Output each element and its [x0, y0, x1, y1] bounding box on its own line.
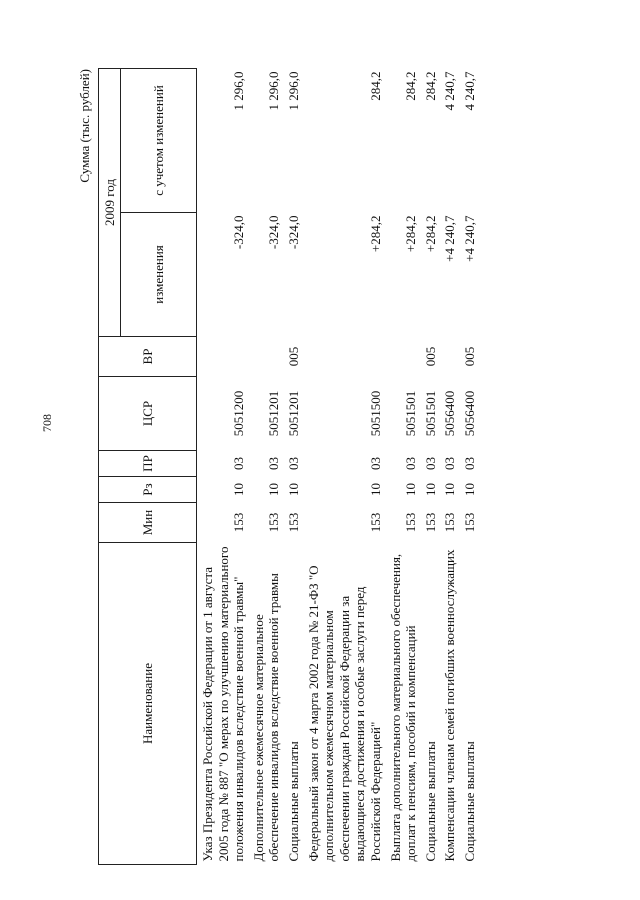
budget-table: [98, 68, 479, 865]
row-pr: 03: [367, 457, 383, 470]
row-csr: 5051201: [285, 390, 301, 437]
row-csr: 5056400: [442, 390, 458, 437]
row-total: 4 240,7: [442, 71, 458, 111]
row-csr: 5051200: [231, 390, 247, 437]
header-rz: Рз: [99, 477, 197, 503]
row-vr: [197, 337, 248, 377]
row-name: Дополнительное ежемесячное материальное обеспечение инвалидов вследствие военной травмы: [250, 573, 282, 862]
header-year: 2009 год: [99, 69, 121, 337]
row-change: +4 240,7: [442, 215, 458, 262]
row-name: Федеральный закон от 4 марта 2002 года № 21-ФЗ "О дополнительном ежемесячном материальном обеспечении граждан Российской Федерации за выдающиеся достижения и особые заслуги перед Российской Федерацией": [305, 565, 383, 862]
row-total: 284,2: [367, 71, 383, 101]
row-rz: 10: [442, 483, 458, 496]
row-min: 153: [367, 512, 383, 533]
page-number: 708: [40, 414, 54, 432]
table-row: [439, 69, 459, 865]
row-vr: [303, 337, 385, 377]
header-changes: изменения: [121, 213, 197, 337]
row-name: Социальные выплаты: [461, 741, 477, 862]
units-label: Сумма (тыс. рублей): [77, 69, 92, 183]
table-row: [283, 69, 303, 865]
row-total: 4 240,7: [461, 71, 477, 111]
row-csr: 5056400: [461, 390, 477, 437]
row-min: 153: [461, 512, 477, 533]
row-name: Социальные выплаты: [422, 741, 438, 862]
rotated-table-area: [78, 65, 618, 865]
row-min: 153: [442, 512, 458, 533]
row-total: 284,2: [403, 71, 419, 101]
row-rz: 10: [285, 483, 301, 496]
row-csr: 5051501: [403, 390, 419, 437]
row-name: Социальные выплаты: [285, 741, 301, 862]
table-row: [197, 69, 248, 865]
table-row: [420, 69, 440, 865]
row-vr: [248, 337, 283, 377]
row-min: 153: [285, 512, 301, 533]
row-total: 1 296,0: [231, 71, 247, 111]
row-min: 153: [403, 512, 419, 533]
table-row: [385, 69, 420, 865]
row-change: +284,2: [367, 215, 383, 253]
row-pr: 03: [285, 457, 301, 470]
row-name: Компенсации членам семей погибших военнослужащих: [442, 549, 458, 862]
row-csr: 5051501: [422, 390, 438, 437]
table-row: [303, 69, 385, 865]
table-row: [459, 69, 479, 865]
row-change: -324,0: [266, 215, 282, 250]
row-min: 153: [266, 512, 282, 533]
row-pr: 03: [266, 457, 282, 470]
row-vr: [439, 337, 459, 377]
header-vr: ВР: [99, 337, 197, 377]
row-vr: 005: [422, 346, 438, 367]
row-rz: 10: [367, 483, 383, 496]
row-change: +284,2: [403, 215, 419, 253]
header-name: Наименование: [99, 543, 197, 865]
row-change: +284,2: [422, 215, 438, 253]
row-name: Выплата дополнительного материального обеспечения, доплат к пенсиям, пособий и компенсаций: [387, 553, 419, 862]
header-csr: ЦСР: [99, 377, 197, 451]
row-min: 153: [422, 512, 438, 533]
row-change: -324,0: [285, 215, 301, 250]
row-total: 1 296,0: [285, 71, 301, 111]
row-change: +4 240,7: [461, 215, 477, 262]
header-pr: ПР: [99, 451, 197, 477]
header-with-changes: с учетом изменений: [121, 69, 197, 213]
row-min: 153: [231, 512, 247, 533]
row-csr: 5051500: [367, 390, 383, 437]
row-pr: 03: [403, 457, 419, 470]
row-pr: 03: [442, 457, 458, 470]
row-name: Указ Президента Российской Федерации от 1 августа 2005 года № 887 "О мерах по улучшению материального положения инвалидов вследствие военной травмы": [200, 546, 247, 862]
header-min: Мин: [99, 503, 197, 543]
row-pr: 03: [231, 457, 247, 470]
row-vr: [385, 337, 420, 377]
row-pr: 03: [461, 457, 477, 470]
row-csr: 5051201: [266, 390, 282, 437]
table-row: [248, 69, 283, 865]
row-rz: 10: [461, 483, 477, 496]
row-pr: 03: [422, 457, 438, 470]
row-rz: 10: [231, 483, 247, 496]
row-rz: 10: [266, 483, 282, 496]
row-vr: 005: [285, 346, 301, 367]
row-total: 1 296,0: [266, 71, 282, 111]
row-rz: 10: [422, 483, 438, 496]
row-rz: 10: [403, 483, 419, 496]
row-change: -324,0: [231, 215, 247, 250]
row-vr: 005: [461, 346, 477, 367]
row-total: 284,2: [422, 71, 438, 101]
